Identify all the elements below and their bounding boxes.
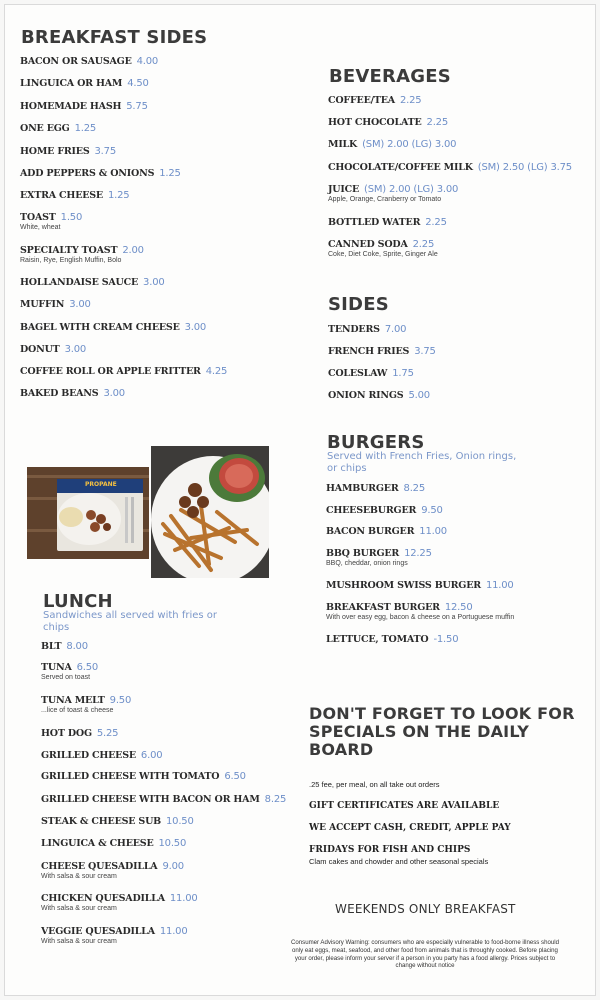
- menu-item-name: TUNA MELT: [41, 695, 105, 706]
- menu-page: [4, 4, 596, 996]
- menu-item-name: HOLLANDAISE SAUCE: [20, 277, 139, 288]
- menu-item-price: 12.25: [404, 548, 432, 559]
- menu-item-price: 2.25: [425, 217, 447, 228]
- menu-item-name: COFFEE ROLL OR APPLE FRITTER: [20, 366, 201, 377]
- menu-item-price: 9.50: [421, 505, 443, 516]
- menu-item: [20, 146, 116, 157]
- menu-item-name: MUFFIN: [20, 299, 65, 310]
- menu-item: [41, 861, 184, 880]
- menu-item-name: CHEESEBURGER: [326, 505, 417, 516]
- menu-item: [41, 838, 186, 849]
- menu-item-price: 11.00: [159, 926, 188, 937]
- menu-item-name: ONE EGG: [20, 123, 70, 134]
- menu-item: [326, 580, 514, 591]
- menu-item: [326, 505, 443, 516]
- menu-item: [41, 728, 118, 739]
- menu-item: [20, 245, 144, 264]
- menu-item: [326, 602, 514, 621]
- menu-item: [20, 344, 86, 355]
- menu-item: [41, 662, 98, 681]
- menu-item: [20, 277, 165, 288]
- menu-item-name: JUICE: [328, 184, 360, 195]
- menu-item-price: 5.00: [408, 390, 430, 401]
- menu-item-name: VEGGIE QUESADILLA: [41, 926, 155, 937]
- menu-item-price: 11.00: [485, 580, 514, 591]
- menu-item-price: 11.00: [169, 893, 198, 904]
- menu-item-price: 1.25: [107, 190, 130, 201]
- menu-item-name: STEAK & CHEESE SUB: [41, 816, 161, 827]
- menu-item-price: 7.00: [384, 324, 407, 335]
- menu-item-name: CANNED SODA: [328, 239, 408, 250]
- menu-item: [41, 750, 162, 761]
- menu-item-note: With salsa & sour cream: [41, 905, 117, 912]
- menu-item-name: GRILLED CHEESE: [41, 750, 136, 761]
- specials-title-2: SPECIALS ON THE DAILY: [309, 722, 530, 741]
- menu-item: [20, 123, 96, 134]
- menu-item-name: BOTTLED WATER: [328, 217, 421, 228]
- sides-title: SIDES: [328, 294, 389, 315]
- advisory-line-1: Consumer Advisory Warning: consumers who are especially vulnerable to food-borne illness should: [290, 939, 560, 946]
- burgers-title: BURGERS: [327, 432, 425, 453]
- menu-item-price: 3.00: [143, 277, 165, 288]
- food-photo-tray: [27, 467, 149, 559]
- menu-item-price: 9.00: [162, 861, 184, 872]
- menu-item-price: 3.00: [64, 344, 87, 355]
- menu-item: [326, 483, 425, 494]
- menu-item: [41, 926, 188, 945]
- menu-item-note: BBQ, cheddar, onion rings: [326, 560, 408, 567]
- menu-item-name: ONION RINGS: [328, 390, 404, 401]
- menu-item-price: 6.50: [224, 771, 246, 782]
- menu-item-price: 2.25: [426, 117, 448, 128]
- menu-item-price: 1.25: [74, 123, 97, 134]
- menu-item-name: COFFEE/TEA: [328, 95, 395, 106]
- specials-title-3: BOARD: [309, 740, 374, 759]
- takeout-fee: .25 fee, per meal, on all take out orders: [309, 780, 440, 789]
- menu-item-price: 4.50: [127, 78, 149, 89]
- menu-item-price: 2.25: [399, 95, 422, 106]
- menu-item-name: CHEESE QUESADILLA: [41, 861, 158, 872]
- advisory-line-2: only eat eggs, meat, seafood, and other food from animals that is throughly cooked. Before placing: [292, 946, 558, 954]
- burgers-subtitle-2: or chips: [327, 463, 367, 474]
- lunch-subtitle-2: chips: [43, 622, 70, 633]
- menu-item: [20, 299, 91, 310]
- menu-item-price: 6.00: [140, 750, 163, 761]
- menu-item: [41, 695, 131, 714]
- menu-item-name: GRILLED CHEESE WITH BACON OR HAM: [41, 794, 260, 805]
- menu-item-name: TENDERS: [328, 324, 380, 335]
- menu-item-name: HOMEMADE HASH: [20, 101, 122, 112]
- menu-item-name: HOT CHOCOLATE: [328, 117, 422, 128]
- menu-item: [20, 56, 158, 67]
- menu-item-name: BAGEL WITH CREAM CHEESE: [20, 322, 180, 333]
- menu-item: [328, 324, 406, 335]
- menu-item-name: CHICKEN QUESADILLA: [41, 893, 165, 904]
- menu-item-name: HOT DOG: [41, 728, 92, 739]
- lunch-title: LUNCH: [43, 591, 113, 612]
- menu-item: [20, 366, 227, 377]
- menu-item-price: 5.25: [96, 728, 119, 739]
- breakfast-sides-title: BREAKFAST SIDES: [21, 27, 208, 48]
- menu-item-price: 10.50: [166, 816, 194, 827]
- menu-item-name: BACON OR SAUSAGE: [20, 56, 132, 67]
- menu-item-price: 10.50: [158, 838, 187, 849]
- beverages-title: BEVERAGES: [329, 66, 451, 87]
- menu-item-price: 2.25: [412, 239, 435, 250]
- menu-item-name: DONUT: [20, 344, 60, 355]
- menu-item: [328, 117, 448, 128]
- menu-item: [328, 162, 572, 173]
- menu-item: [328, 184, 458, 203]
- menu-item-note: White, wheat: [20, 224, 61, 231]
- gift-certificates: GIFT CERTIFICATES ARE AVAILABLE: [309, 801, 500, 811]
- menu-item-name: TOAST: [20, 212, 56, 223]
- menu-item: [328, 239, 438, 258]
- menu-item-name: LINGUICA OR HAM: [20, 78, 123, 89]
- menu-item: [41, 893, 198, 912]
- menu-item-name: EXTRA CHEESE: [20, 190, 103, 201]
- menu-item-name: HAMBURGER: [326, 483, 399, 494]
- menu-item-name: MUSHROOM SWISS BURGER: [326, 580, 481, 591]
- menu-item-name: BAKED BEANS: [20, 388, 99, 399]
- menu-item: [328, 346, 436, 357]
- menu-item-price: 12.50: [444, 602, 473, 613]
- menu-item: [41, 641, 88, 652]
- menu-item: [20, 168, 181, 179]
- menu-item-price: 8.00: [66, 641, 88, 652]
- menu-item: [41, 771, 246, 782]
- menu-item-note: ...lice of toast & cheese: [41, 707, 114, 714]
- menu-item-price: 8.25: [264, 794, 287, 805]
- menu-item-price: 3.75: [94, 146, 116, 157]
- menu-item-price: 8.25: [403, 483, 425, 494]
- menu-item-price: 6.50: [76, 662, 99, 673]
- menu-item-price: -1.50: [433, 634, 459, 645]
- menu-item-note: With over easy egg, bacon & cheese on a Portuguese muffin: [326, 614, 515, 621]
- menu-item-price: 3.00: [103, 388, 125, 399]
- menu-item-note: Apple, Orange, Cranberry or Tomato: [328, 196, 442, 203]
- menu-item: [20, 388, 125, 399]
- menu-item: [326, 526, 447, 537]
- menu-item-name: ADD PEPPERS & ONIONS: [20, 168, 155, 179]
- advisory-line-4: change without notice: [395, 962, 455, 970]
- menu-item: [328, 390, 430, 401]
- menu-item: [20, 322, 206, 333]
- menu-item: [328, 95, 421, 106]
- consumer-advisory: [267, 939, 583, 970]
- menu-item: [326, 634, 458, 645]
- menu-item-name: LINGUICA & CHEESE: [41, 838, 154, 849]
- food-photo-burger: [151, 446, 269, 578]
- fridays-note: Clam cakes and chowder and other seasonal specials: [309, 857, 489, 866]
- menu-item-price: 3.75: [414, 346, 436, 357]
- advisory-line-3: your order, please inform your server if a person in you party has a food allergy. Prices subject to: [294, 954, 556, 962]
- menu-item-price: 4.00: [136, 56, 159, 67]
- menu-item-price: 2.00: [122, 245, 144, 256]
- menu-item-name: BLT: [41, 641, 62, 652]
- menu-item-note: Served on toast: [41, 674, 91, 681]
- menu-item: [20, 190, 129, 201]
- menu-item-price: (SM) 2.50 (LG) 3.75: [477, 162, 572, 173]
- menu-item-name: BBQ BURGER: [326, 548, 400, 559]
- menu-item-price: 1.75: [392, 368, 414, 379]
- menu-item-price: (SM) 2.00 (LG) 3.00: [364, 184, 459, 195]
- menu-item-name: SPECIALTY TOAST: [20, 245, 118, 256]
- menu-item-note: Raisin, Rye, English Muffin, Bolo: [20, 257, 122, 264]
- menu-item: [41, 794, 286, 805]
- menu-item-price: 4.25: [205, 366, 228, 377]
- menu-item-name: LETTUCE, TOMATO: [326, 634, 429, 645]
- menu-item-price: 1.50: [60, 212, 83, 223]
- menu-item-name: BACON BURGER: [326, 526, 415, 537]
- specials-title-1: DON'T FORGET TO LOOK FOR: [309, 704, 575, 723]
- menu-item: [20, 101, 148, 112]
- menu-item-price: 5.75: [126, 101, 148, 112]
- menu-item-note: Coke, Diet Coke, Sprite, Ginger Ale: [328, 251, 438, 258]
- menu-item-name: TUNA: [41, 662, 72, 673]
- menu-item-price: (SM) 2.00 (LG) 3.00: [362, 139, 457, 150]
- burgers-subtitle-1: Served with French Fries, Onion rings,: [327, 451, 517, 462]
- menu-item: [328, 368, 414, 379]
- menu-item-name: CHOCOLATE/COFFEE MILK: [328, 162, 473, 173]
- menu-item-name: BREAKFAST BURGER: [326, 602, 440, 613]
- menu-item-note: With salsa & sour cream: [41, 938, 117, 945]
- menu-item-name: COLESLAW: [328, 368, 388, 379]
- menu-item-name: HOME FRIES: [20, 146, 90, 157]
- lunch-subtitle-1: Sandwiches all served with fries or: [43, 610, 218, 621]
- payment-methods: WE ACCEPT CASH, CREDIT, APPLE PAY: [309, 823, 511, 833]
- menu-item-name: MILK: [328, 139, 358, 150]
- menu-item-price: 11.00: [419, 526, 447, 537]
- menu-item: [20, 212, 82, 231]
- fridays-special: FRIDAYS FOR FISH AND CHIPS: [309, 845, 471, 855]
- menu-item-price: 9.50: [109, 695, 132, 706]
- menu-item: [326, 548, 432, 567]
- menu-item-name: GRILLED CHEESE WITH TOMATO: [41, 771, 220, 782]
- menu-item-price: 1.25: [159, 168, 181, 179]
- menu-item-price: 3.00: [69, 299, 91, 310]
- weekends-breakfast: WEEKENDS ONLY BREAKFAST: [335, 902, 516, 916]
- photo-sign-text: PROPANE: [85, 481, 117, 488]
- menu-item-price: 3.00: [184, 322, 207, 333]
- menu-item: [20, 78, 149, 89]
- menu-item: [41, 816, 194, 827]
- menu-item-note: With salsa & sour cream: [41, 873, 117, 880]
- menu-item-name: FRENCH FRIES: [328, 346, 410, 357]
- menu-item: [328, 217, 447, 228]
- menu-item: [328, 139, 456, 150]
